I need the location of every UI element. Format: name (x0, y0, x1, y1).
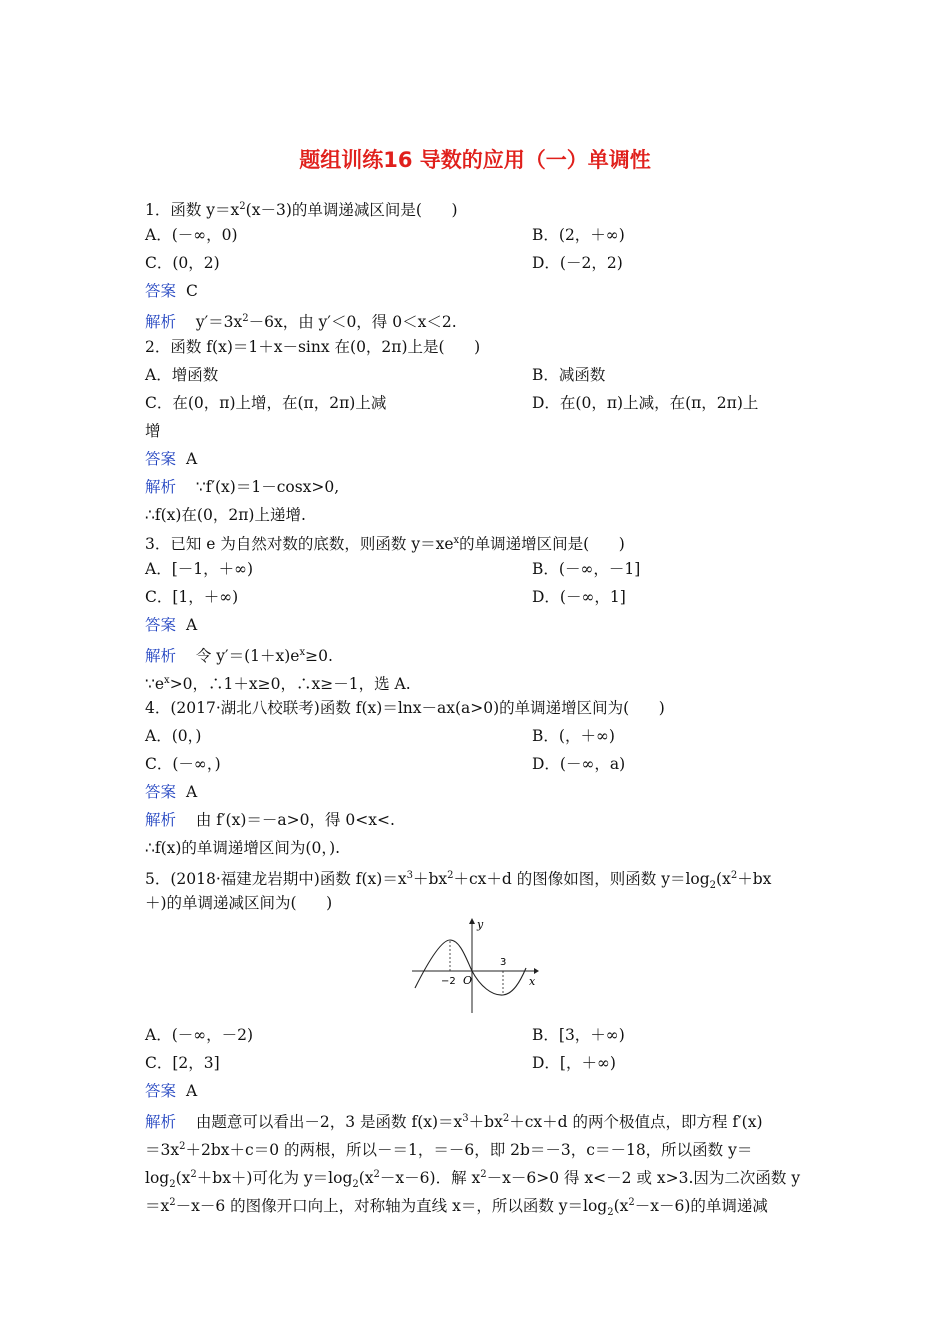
q3-stem: 3．已知 e 为自然对数的底数，则函数 $y=xe^x$的单调递增区间是( ) (145, 535, 625, 553)
y-axis-arrow (469, 918, 475, 924)
q3-option-a: A．[－1，＋∞) (145, 560, 254, 578)
q3-option-b: B．(－∞，－1] (532, 560, 641, 578)
q5-option-d: D．[，＋∞) (532, 1054, 616, 1072)
q4-analysis-line-2: ∴f(x)的单调递增区间为(0，). (145, 839, 341, 857)
q5-option-a: A．(－∞，－2) (145, 1026, 254, 1044)
q4-answer: 答案 A (145, 783, 198, 801)
q2-option-b: B．减函数 (532, 366, 606, 384)
q2-option-c: C．在(0，π)上增，在(π，2π)上减 (145, 394, 387, 412)
q1-analysis: 解析 $y'=3x^2-6x$，由 y′＜0，得 0＜x＜2. (145, 313, 457, 331)
origin-label: O (463, 974, 473, 987)
q3-option-d: D．(－∞，1] (532, 588, 626, 606)
q2-analysis-line-2: ∴f(x)在(0，2π)上递增. (145, 506, 306, 524)
q4-analysis: 解析 由 f′(x)＝－a>0，得 0<x<. (145, 811, 395, 829)
q2-option-d: D．在(0，π)上减，在(π，2π)上 (532, 394, 759, 412)
q3-analysis-line-2: $\because e^x>0$，∴1＋x≥0，∴x≥－1，选 A. (145, 675, 411, 693)
q4-option-c: C．(－∞，) (145, 755, 221, 773)
tick-label-3: 3 (500, 957, 507, 968)
q1-option-b: B．(2，＋∞) (532, 226, 625, 244)
q4-stem: 4．(2017·湖北八校联考)函数 f(x)＝lnx－ax(a>0)的单调递增区间为( ) (145, 699, 665, 717)
cubic-function-graph (410, 916, 540, 1016)
q4-option-a: A．(0，) (145, 727, 202, 745)
q5-option-b: B．[3，＋∞) (532, 1026, 625, 1044)
x-axis-label: x (529, 975, 536, 988)
x-axis-arrow (534, 968, 539, 974)
q5-analysis-line-2: $=3x^2+2bx+c=0$ 的两根，所以－＝1，＝－6，即 2b＝－3，c＝－18，所以函数 y＝ (145, 1141, 753, 1159)
tick-label-neg2: −2 (441, 976, 456, 987)
q5-analysis: 解析 由题意可以看出－2，3 是函数 $f(x)=x^3+bx^2+cx+d$ 的两个极值点，即方程 f′(x) (145, 1113, 763, 1131)
q2-option-a: A．增函数 (145, 366, 219, 384)
q1-option-d: D．(－2，2) (532, 254, 623, 272)
q5-stem-line-2: ＋)的单调递减区间为( ) (145, 894, 333, 912)
y-axis-label: y (477, 918, 484, 931)
q3-option-c: C．[1，＋∞) (145, 588, 239, 606)
q5-answer: 答案 A (145, 1082, 198, 1100)
q1-option-a: A．(－∞，0) (145, 226, 238, 244)
q5-option-c: C．[2，3] (145, 1054, 220, 1072)
q2-analysis: 解析 ∵f′(x)＝1－cosx>0, (145, 478, 340, 496)
q5-stem: 5．(2018·福建龙岩期中)函数 $f(x)=x^3+bx^2+cx+d$ 的图像如图，则函数 $y=\log_2(x^2+bx$ (145, 870, 772, 891)
q2-option-d-continued: 增 (145, 422, 161, 440)
q3-answer: 答案 A (145, 616, 198, 634)
q1-stem: 1．函数 $y=x^2(x-3)$的单调递减区间是( ) (145, 201, 458, 219)
q2-answer: 答案 A (145, 450, 198, 468)
q5-analysis-line-4: $=x^2-x-6$ 的图像开口向上，对称轴为直线 x＝，所以函数 $y=\log_2(x^2-x-6)$的单调递减 (145, 1197, 768, 1218)
page-title: 题组训练16 导数的应用（一）单调性 (299, 148, 651, 172)
q1-option-c: C．(0，2) (145, 254, 220, 272)
q4-option-b: B．(，＋∞) (532, 727, 615, 745)
q1-answer: 答案 C (145, 282, 198, 300)
q2-stem: 2．函数 f(x)＝1＋x－sinx 在(0，2π)上是( ) (145, 338, 481, 356)
q3-analysis: 解析 令 $y'=(1+x)e^x\ge 0$. (145, 647, 333, 665)
q5-analysis-line-3: $\log_2(x^2+bx+)$可化为 $y=\log_2(x^2-x-6)$．解 $x^2-x-6>0$ 得 x<－2 或 x>3.因为二次函数 y (145, 1169, 801, 1190)
q4-option-d: D．(－∞，a) (532, 755, 626, 773)
